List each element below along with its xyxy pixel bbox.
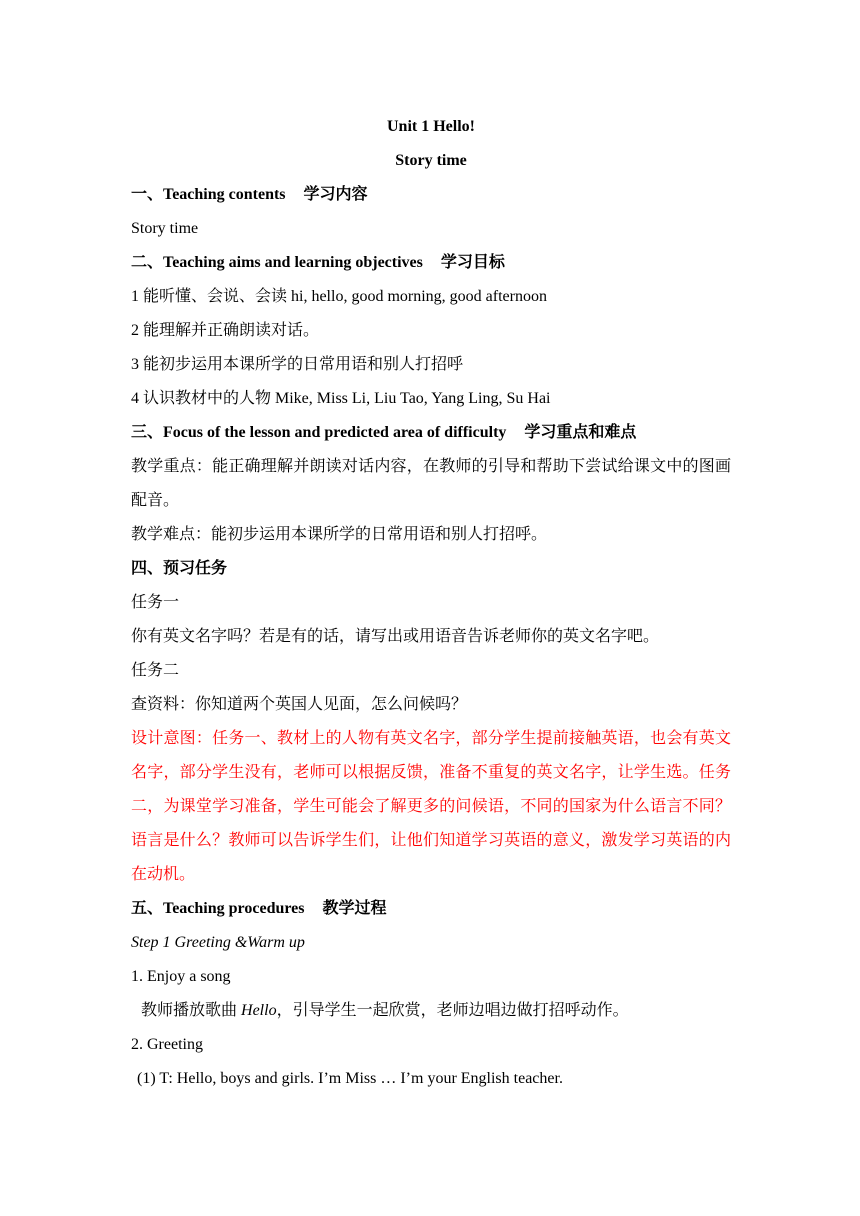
task2-text: 查资料：你知道两个英国人见面，怎么问候吗？ <box>131 696 468 713</box>
song-title: Hello <box>241 1002 277 1019</box>
section-heading-procedures <box>131 892 731 926</box>
contents-body: Story time <box>131 220 199 237</box>
heading-cn: 学习内容 <box>303 186 368 203</box>
section-heading-preview: 四、预习任务 <box>131 560 228 577</box>
step-1-heading: Step 1 Greeting &Warm up <box>131 934 305 951</box>
aim-item-2: 2 能理解并正确朗读对话。 <box>131 322 320 339</box>
heading-en: 三、Focus of the lesson and predicted area of difficulty <box>131 424 507 441</box>
section-heading-aims <box>131 246 731 280</box>
task1-label: 任务一 <box>131 594 180 611</box>
heading-en: 二、Teaching aims and learning objectives <box>131 254 423 271</box>
procedure-item-1: 1. Enjoy a song <box>131 968 231 985</box>
section-heading-contents <box>131 178 731 212</box>
procedure-item-1-detail <box>131 994 731 1028</box>
heading-cn: 学习目标 <box>440 254 505 271</box>
section-heading-focus <box>131 416 731 450</box>
heading-cn: 学习重点和难点 <box>524 424 637 441</box>
difficulty-paragraph: 教学难点：能初步运用本课所学的日常用语和别人打招呼。 <box>131 526 548 543</box>
task1-text: 你有英文名字吗？若是有的话，请写出或用语音告诉老师你的英文名字吧。 <box>131 628 660 645</box>
doc-title: Unit 1 Hello! <box>387 118 475 135</box>
detail-pre: 教师播放歌曲 <box>141 1002 242 1019</box>
procedure-item-2-1: (1) T: Hello, boys and girls. I’m Miss … I’m your English teacher. <box>137 1070 563 1087</box>
design-intent-paragraph: 设计意图：任务一、教材上的人物有英文名字，部分学生提前接触英语，也会有英文名字，部分学生没有，老师可以根据反馈，准备不重复的英文名字，让学生选。任务二，为课堂学习准备，学生可能会了解更多的问候语，不同的国家为什么语言不同？语言是什么？教师可以告诉学生们，让他们知道学习英语的意义，激发学习英语的内在动机。 <box>131 730 731 883</box>
heading-en: 五、Teaching procedures <box>131 900 305 917</box>
doc-subtitle: Story time <box>395 152 467 169</box>
document-body <box>131 110 731 1096</box>
detail-post: ，引导学生一起欣赏，老师边唱边做打招呼动作。 <box>276 1002 629 1019</box>
aim-item-1: 1 能听懂、会说、会读 hi, hello, good morning, good afternoon <box>131 288 547 305</box>
heading-en: 一、Teaching contents <box>131 186 286 203</box>
focus-paragraph: 教学重点：能正确理解并朗读对话内容，在教师的引导和帮助下尝试给课文中的图画配音。 <box>131 458 731 509</box>
task2-label: 任务二 <box>131 662 180 679</box>
aim-item-4: 4 认识教材中的人物 Mike, Miss Li, Liu Tao, Yang Ling, Su Hai <box>131 390 551 407</box>
procedure-item-2: 2. Greeting <box>131 1036 203 1053</box>
heading-cn: 教学过程 <box>322 900 387 917</box>
aim-item-3: 3 能初步运用本课所学的日常用语和别人打招呼 <box>131 356 464 373</box>
